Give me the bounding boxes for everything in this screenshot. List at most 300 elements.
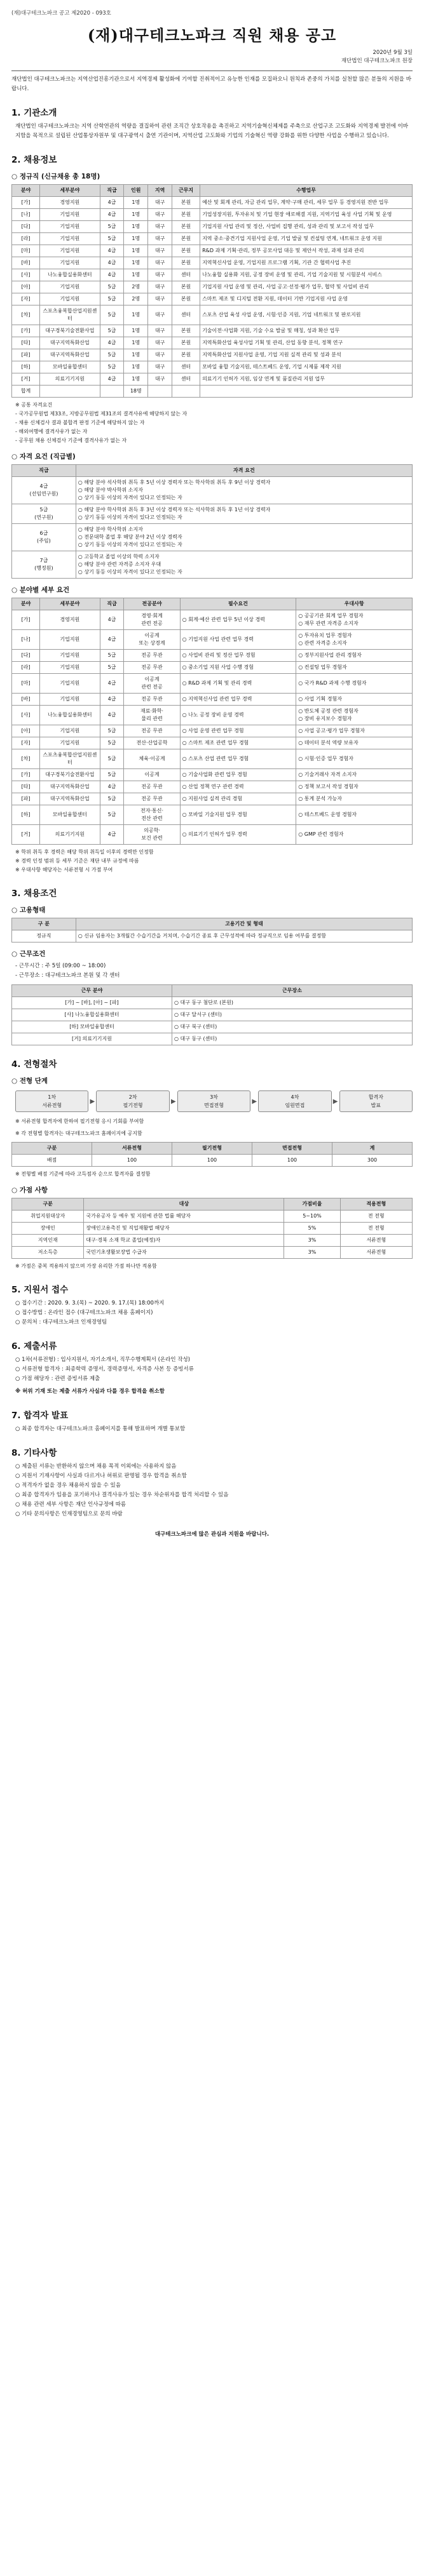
table-cell: 4급 [100, 694, 124, 706]
table-row [12, 630, 413, 650]
table-cell: 대구 [148, 361, 172, 373]
table-cell: 1명 [124, 361, 148, 373]
table-cell: 본원 [172, 233, 200, 245]
table-cell: 저소득층 [12, 1247, 84, 1259]
table-cell: 1명 [124, 269, 148, 281]
section-heading: 8. 기타사항 [11, 1448, 57, 1458]
section-heading: 2. 채용정보 [11, 155, 57, 165]
table-cell: ○ 해당 분야 학사학위 취득 후 3년 이상 경력자 또는 석사학위 취득 후 1년 이상 경력자 ○ 상기 동등 이상의 자격이 있다고 인정되는 자 [76, 504, 412, 524]
table-cell: 스포츠 산업 육성 사업 운영, 시험·인증 지원, 기업 네트워크 및 판로지원 [200, 305, 413, 325]
table-row [12, 1155, 413, 1167]
table-cell: 기업지원 [40, 233, 100, 245]
table-cell: 18명 [124, 386, 148, 398]
closing-text: 대구테크노파크에 많은 관심과 지원을 바랍니다. [154, 1531, 270, 1538]
table-row [12, 1223, 413, 1235]
table-cell: ○ 의료기기 인허가 업무 경력 [180, 825, 296, 845]
table-row [12, 805, 413, 825]
table-cell: 4급 [100, 630, 124, 650]
table-cell: ○ 중소기업 지원 사업 수행 경험 [180, 662, 296, 674]
table-row [12, 706, 413, 725]
table-cell: 4급 [100, 337, 124, 349]
table-cell: 1명 [124, 221, 148, 233]
table-cell: 이공계 또는 상경계 [124, 630, 180, 650]
table-cell: [나] [12, 630, 40, 650]
table-cell: 5급 [100, 749, 124, 769]
table-cell: 전 전형 [340, 1211, 412, 1223]
table-cell: 본원 [172, 337, 200, 349]
table-cell: 지역특화산업 육성사업 기획 및 관리, 산업 동향 분석, 정책 연구 [200, 337, 413, 349]
table-header-cell: 필수요건 [180, 598, 296, 610]
section-heading: 6. 제출서류 [11, 1341, 57, 1352]
table-cell: 전산·산업공학 [124, 737, 180, 749]
table-cell: 대구 [148, 221, 172, 233]
table-cell: 4급 [100, 197, 124, 209]
table-header-cell: 필기전형 [172, 1143, 252, 1155]
table-cell: 대구 [148, 373, 172, 386]
table-cell: 대구경북기술전환사업 [40, 325, 100, 337]
table-cell: 대구 [148, 197, 172, 209]
table-cell: 본원 [172, 325, 200, 337]
table-cell: [카] [12, 325, 40, 337]
table-cell: [다] [12, 221, 40, 233]
table-cell: 5급 [100, 737, 124, 749]
table-cell: ○ GMP 관련 경험자 [296, 825, 413, 845]
table-cell: 100 [172, 1155, 252, 1167]
table-row [12, 930, 413, 943]
table-cell [172, 386, 200, 398]
table-row [12, 361, 413, 373]
table-row [12, 233, 413, 245]
table-cell: 의료기기지원 [40, 373, 100, 386]
subsection-heading: ○ 근무조건 [11, 950, 46, 958]
table-cell: 기업지원 [40, 725, 100, 737]
table-cell: 의료기기 인허가 지원, 임상 연계 및 품질관리 지원 업무 [200, 373, 413, 386]
table-cell: ○ 사업 운영 관련 업무 경험 [180, 725, 296, 737]
table-header-cell: 직급 [12, 465, 76, 477]
table-cell: 전공 무관 [124, 694, 180, 706]
table-cell: 지역인재 [12, 1235, 84, 1247]
table-cell: ○ 대구 달서구 (센터) [172, 1009, 413, 1021]
score-note: ※ 전형별 배점 기준에 따라 고득점자 순으로 합격자를 결정함 [15, 1171, 151, 1177]
table-row [12, 1247, 413, 1259]
table-cell: [카] [12, 769, 40, 781]
table-row [12, 749, 413, 769]
table-cell: [가] [12, 610, 40, 630]
table-cell: 4급 [100, 706, 124, 725]
table-header-cell: 가점비율 [284, 1198, 340, 1211]
selection-step: 2차 필기전형 [96, 1090, 169, 1112]
table-cell: 5급 [100, 361, 124, 373]
section-heading: 5. 지원서 접수 [11, 1285, 69, 1295]
table-cell: 1명 [124, 325, 148, 337]
table-cell: ○ 테스트베드 운영 경험자 [296, 805, 413, 825]
table-cell: 기업지원 [40, 662, 100, 674]
table-cell: [자] [12, 293, 40, 305]
bonus-table [11, 1198, 413, 1259]
table-cell: 스포츠융복합산업지원센터 [40, 305, 100, 325]
table-cell: 장애인 [12, 1223, 84, 1235]
table-row [12, 209, 413, 221]
table-cell: 4급 [100, 257, 124, 269]
table-row [12, 674, 413, 694]
table-cell: [바] [12, 257, 40, 269]
subsection-heading: ○ 전형 단계 [11, 1077, 48, 1085]
page-title: (재)대구테크노파크 직원 채용 공고 [87, 26, 337, 44]
employment-type-table [11, 918, 413, 943]
table-row [12, 997, 413, 1009]
table-cell: ○ 나노 공정 장비 운영 경력 [180, 706, 296, 725]
table-cell: 대구지역특화산업 [40, 349, 100, 361]
table-header-cell: 분야 [12, 598, 40, 610]
section-heading: 3. 채용조건 [11, 889, 57, 899]
table-cell: 기업지원 [40, 257, 100, 269]
table-row [12, 725, 413, 737]
table-cell: 5급 [100, 233, 124, 245]
table-row [12, 1033, 413, 1045]
table-row [12, 386, 413, 398]
table-cell: [거] [12, 825, 40, 845]
table-cell: 대구지역특화산업 [40, 337, 100, 349]
table-cell: 기업지원 [40, 650, 100, 662]
table-cell: 본원 [172, 281, 200, 293]
table-cell: [다] [12, 650, 40, 662]
table-cell: 모바일융합센터 [40, 361, 100, 373]
table-cell: 300 [332, 1155, 413, 1167]
table-cell: [하] [12, 361, 40, 373]
table-cell: ○ 지원사업 실적 관리 경험 [180, 793, 296, 805]
section-heading: 7. 합격자 발표 [11, 1411, 69, 1421]
table-cell: ○ 투자유치 업무 경험자 ○ 관련 자격증 소지자 [296, 630, 413, 650]
subsection-heading: ○ 정규직 (신규채용 총 18명) [11, 173, 100, 180]
table-cell: 의공학· 보건 관련 [124, 825, 180, 845]
table-cell: 스마트 제조 및 디지털 전환 지원, 데이터 기반 기업지원 사업 운영 [200, 293, 413, 305]
table-header-cell: 세부분야 [40, 185, 100, 197]
table-cell: 예산 및 회계 관리, 자금 관리 업무, 계약·구매 관리, 세무 업무 등 경영지원 전반 업무 [200, 197, 413, 209]
table-cell: ○ 스포츠 산업 관련 업무 경험 [180, 749, 296, 769]
table-cell: 6급 (주임) [12, 524, 76, 551]
table-cell: 1명 [124, 305, 148, 325]
table-cell: 본원 [172, 257, 200, 269]
table-cell: 취업지원대상자 [12, 1211, 84, 1223]
table-row [12, 325, 413, 337]
table-cell: 대구지역특화산업 [40, 781, 100, 793]
table-cell: 4급 (선임연구원) [12, 477, 76, 504]
table-cell: [바] [12, 694, 40, 706]
subsection-heading: ○ 가점 사항 [11, 1186, 48, 1194]
table-cell: ○ 스마트 제조 관련 업무 경험 [180, 737, 296, 749]
table-cell: 이공계 관련 전공 [124, 674, 180, 694]
table-cell: 대구 [148, 281, 172, 293]
table-cell: 5급 [100, 805, 124, 825]
table-cell: 4급 [100, 610, 124, 630]
table-cell: 1명 [124, 209, 148, 221]
table-header-cell: 지역 [148, 185, 172, 197]
table-cell: 서류전형 [340, 1247, 412, 1259]
table-cell: 5~10% [284, 1211, 340, 1223]
table-header-cell: 구 분 [12, 918, 76, 930]
table-cell: [마] [12, 245, 40, 257]
table-cell: 센터 [172, 269, 200, 281]
table-cell: 기업지원 [40, 281, 100, 293]
table-cell: 센터 [172, 361, 200, 373]
table-cell: 본원 [172, 221, 200, 233]
table-cell: 5급 [100, 662, 124, 674]
table-cell: 기업지원 [40, 674, 100, 694]
table-cell: 나노융합실용화센터 [40, 706, 100, 725]
table-header-cell: 면접전형 [252, 1143, 332, 1155]
table-row [12, 257, 413, 269]
table-cell: ○ 컨설팅 업무 경험자 [296, 662, 413, 674]
table-cell: 국민기초생활보장법 수급자 [84, 1247, 284, 1259]
table-cell: 5급 [100, 221, 124, 233]
table-cell: 5급 (연구원) [12, 504, 76, 524]
table-cell: [하] [12, 805, 40, 825]
table-cell: ○ 공공기관 회계 업무 경험자 ○ 재무 관련 자격증 소지자 [296, 610, 413, 630]
table-cell: 7급 (행정원) [12, 551, 76, 579]
table-cell: 5급 [100, 293, 124, 305]
table-cell: 기업지원 [40, 630, 100, 650]
table-cell: ○ 통계 분석 가능자 [296, 793, 413, 805]
table-cell: ○ 정책 보고서 작성 경험자 [296, 781, 413, 793]
table-cell: ○ 모바일 기술지원 업무 경험 [180, 805, 296, 825]
table-cell: 대구 [148, 349, 172, 361]
notice-number: (재)대구테크노파크 공고 제2020 - 093호 [11, 10, 111, 17]
work-place-table [11, 984, 413, 1045]
positions-table [11, 184, 413, 398]
table-cell: 기업성장지원, 투자유치 및 기업 현장 애로해결 지원, 지역기업 육성 사업 기획 및 운영 [200, 209, 413, 221]
table-cell: 대구 [148, 305, 172, 325]
table-cell: ○ 국가 R&D 과제 수행 경험자 [296, 674, 413, 694]
table-cell: 4급 [100, 245, 124, 257]
score-table [11, 1142, 413, 1167]
table-cell: [차] [12, 749, 40, 769]
table-cell: 대구경북기술전환사업 [40, 769, 100, 781]
table-cell: 정규직 [12, 930, 76, 943]
table-cell: 3% [284, 1235, 340, 1247]
table-cell: 전자·통신· 전산 관련 [124, 805, 180, 825]
documents-text: ○ 1차(서류전형) : 입사지원서, 자기소개서, 직무수행계획서 (온라인 작성) ○ 서류전형 합격자 : 최종학력 증명서, 경력증명서, 자격증 사본 등 증빙서류 ○ 가점 해당자 : 관련 증빙서류 제출 [15, 1357, 194, 1382]
table-cell: 재료·화학· 물리 관련 [124, 706, 180, 725]
table-cell: [아] [12, 725, 40, 737]
table-cell: ○ 대구 동구 (센터) [172, 1033, 413, 1045]
table-cell: [가] [12, 197, 40, 209]
table-cell: [파] [12, 793, 40, 805]
table-cell: 본원 [172, 245, 200, 257]
table-header-cell: 자격 요건 [76, 465, 412, 477]
table-row [12, 551, 413, 579]
selection-note: ※ 서류전형 합격자에 한하여 필기전형 응시 기회를 부여함 [15, 1118, 144, 1124]
table-cell: 5급 [100, 793, 124, 805]
table-cell: ○ 산업 정책 연구 관련 경력 [180, 781, 296, 793]
misc-text: ○ 제출된 서류는 반환하지 않으며 채용 목적 이외에는 사용하지 않음 ○ 지원서 기재사항이 사실과 다르거나 허위로 판명될 경우 합격을 취소함 ○ 적격자가 없을 경우 채용하지 않을 수 있음 ○ 최종 합격자가 임용을 포기하거나 결격사유가 있는 경우 차순위자를 합격 처리할 수 있음 ○ 채용 관련 세부 사항은 재단 인사규정에 따름 ○ 기타 문의사항은 인재경영팀으로 문의 바람 [15, 1463, 229, 1517]
table-cell: 대구 [148, 257, 172, 269]
table-cell: ○ 정부지원사업 관리 경험자 [296, 650, 413, 662]
table-header-cell: 구분 [12, 1143, 92, 1155]
notice-org: 재단법인 대구테크노파크 원장 [341, 58, 413, 64]
table-cell: [거] 의료기기지원 [12, 1033, 172, 1045]
table-cell: ○ R&D 과제 기획 및 관리 경력 [180, 674, 296, 694]
table-header-cell: 근무장소 [172, 985, 413, 997]
table-cell: 대구 [148, 325, 172, 337]
table-cell: 서류전형 [340, 1235, 412, 1247]
qualification-table [11, 464, 413, 579]
table-cell: ○ 해당 분야 학사학위 소지자 ○ 전문대학 졸업 후 해당 분야 2년 이상 경력자 ○ 상기 동등 이상의 자격이 있다고 인정되는 자 [76, 524, 412, 551]
table-cell: 기업지원 [40, 293, 100, 305]
table-row [12, 269, 413, 281]
table-row [12, 781, 413, 793]
subsection-heading: ○ 자격 요건 (직급별) [11, 453, 76, 460]
selection-step: 3차 면접전형 [177, 1090, 250, 1112]
table-row [12, 221, 413, 233]
arrow-right-icon: ▶ [170, 1097, 176, 1105]
table-cell: 지역특화산업 지원사업 운영, 기업 지원 실적 관리 및 성과 분석 [200, 349, 413, 361]
table-cell [40, 386, 100, 398]
selection-step: 4차 임원면접 [258, 1090, 331, 1112]
table-header-cell: 고용기간 및 형태 [76, 918, 412, 930]
table-header-cell: 직급 [100, 185, 124, 197]
table-row [12, 524, 413, 551]
table-cell: 1명 [124, 337, 148, 349]
table-cell: 기업지원 [40, 737, 100, 749]
table-cell: 2명 [124, 281, 148, 293]
section-text: 재단법인 대구테크노파크는 지역 산학연관의 역량을 결집하여 관련 조직간 상호작용을 촉진하고 지역기술혁신체제를 주축으로 산업구조 고도화와 지역경제 발전에 이바지함을 목적으로 설립된 산업통상자원부 및 대구광역시 출연 기관이며, 지역산업 고도화와 기업의 기술혁신 역량 강화를 위한 다양한 사업을 수행하고 있습니다. [15, 123, 409, 139]
table-cell: 3% [284, 1247, 340, 1259]
arrow-right-icon: ▶ [332, 1097, 338, 1105]
table-cell: 4급 [100, 269, 124, 281]
positions-notes: ※ 공통 자격요건 - 국가공무원법 제33조, 지방공무원법 제31조의 결격사유에 해당하지 않는 자 - 채용 신체검사 결과 불합격 판정 기준에 해당하지 않는 자 - 해외여행에 결격사유가 없는 자 - 공무원 채용 신체검사 기준에 결격사유가 없는 자 [15, 402, 188, 443]
table-cell: 5급 [100, 725, 124, 737]
table-row [12, 737, 413, 749]
table-cell: [하] 모바일융합센터 [12, 1021, 172, 1033]
table-cell: 센터 [172, 373, 200, 386]
table-cell: 5급 [100, 349, 124, 361]
table-cell: 대구 [148, 233, 172, 245]
detail-notes: ※ 학위 취득 후 경력은 해당 학위 취득일 이후의 경력만 인정함 ※ 경력 인정 범위 등 세부 기준은 재단 내부 규정에 따름 ※ 우대사항 해당자는 서류전형 시 가점 부여 [15, 849, 154, 873]
table-cell: 1명 [124, 197, 148, 209]
table-cell: ○ 고등학교 졸업 이상의 학력 소지자 ○ 해당 분야 관련 자격증 소지자 우대 ○ 상기 동등 이상의 자격이 있다고 인정되는 자 [76, 551, 412, 579]
table-cell: ○ 데이터 분석 역량 보유자 [296, 737, 413, 749]
table-cell: ○ 신규 임용자는 3개월간 수습기간을 거치며, 수습기간 종료 후 근무성적에 따라 정규직으로 임용 여부를 결정함 [76, 930, 412, 943]
table-cell: 5급 [100, 769, 124, 781]
table-cell: [가] ~ [바], [아] ~ [파] [12, 997, 172, 1009]
table-cell: 전공 무관 [124, 650, 180, 662]
table-cell: ○ 기업지원 사업 관련 업무 경력 [180, 630, 296, 650]
announcement-text: ○ 최종 합격자는 대구테크노파크 홈페이지를 통해 발표하며 개별 통보함 [15, 1426, 186, 1432]
table-header-cell: 우대사항 [296, 598, 413, 610]
table-cell: [사] 나노융합실용화센터 [12, 1009, 172, 1021]
table-cell: 전공 무관 [124, 725, 180, 737]
table-row [12, 245, 413, 257]
table-cell [200, 386, 413, 398]
table-cell: ○ 해당 분야 석사학위 취득 후 5년 이상 경력자 또는 학사학위 취득 후 9년 이상 경력자 ○ 해당 분야 박사학위 소지자 ○ 상기 동등 이상의 자격이 있다고 인정되는 자 [76, 477, 412, 504]
documents-highlight: ※ 허위 기재 또는 제출 서류가 사실과 다를 경우 합격을 취소함 [15, 1388, 165, 1395]
application-text: ○ 접수기간 : 2020. 9. 3.(목) ~ 2020. 9. 17.(목) 18:00까지 ○ 접수방법 : 온라인 접수 (대구테크노파크 채용 홈페이지) ○ 문의처 : 대구테크노파크 인재경영팀 [15, 1300, 165, 1325]
table-row [12, 349, 413, 361]
selection-step: 1차 서류전형 [15, 1090, 88, 1112]
section-heading: 1. 기관소개 [11, 108, 57, 118]
table-cell: [차] [12, 305, 40, 325]
table-row [12, 373, 413, 386]
table-cell: 기업지원 사업 운영 및 관리, 사업 공고·선정·평가 업무, 협약 및 사업비 관리 [200, 281, 413, 293]
table-cell: [사] [12, 269, 40, 281]
table-cell: 이공계 [124, 769, 180, 781]
arrow-right-icon: ▶ [90, 1097, 95, 1105]
table-cell: 5급 [100, 281, 124, 293]
table-header-cell: 세부분야 [40, 598, 100, 610]
subsection-heading: ○ 고용형태 [11, 906, 46, 914]
table-header-cell: 계 [332, 1143, 413, 1155]
table-cell: 4급 [100, 781, 124, 793]
table-row [12, 650, 413, 662]
table-cell: 기업지원 [40, 221, 100, 233]
table-row [12, 305, 413, 325]
table-cell: 100 [252, 1155, 332, 1167]
table-cell: 본원 [172, 197, 200, 209]
table-cell: 대구 [148, 269, 172, 281]
table-cell: 대구 [148, 293, 172, 305]
table-cell [100, 386, 124, 398]
table-cell: 대구 [148, 209, 172, 221]
work-conditions: - 근무시간 : 주 5일 (09:00 ~ 18:00) - 근무장소 : 대구테크노파크 본원 및 각 센터 [15, 963, 120, 979]
table-cell: 의료기기지원 [40, 825, 100, 845]
table-cell: 센터 [172, 305, 200, 325]
table-cell: ○ 시험·인증 업무 경험자 [296, 749, 413, 769]
table-cell: 경영지원 [40, 610, 100, 630]
table-cell: [마] [12, 674, 40, 694]
table-cell: 기술이전·사업화 지원, 기술 수요 발굴 및 매칭, 성과 확산 업무 [200, 325, 413, 337]
table-cell: 장애인고용촉진 및 직업재활법 해당자 [84, 1223, 284, 1235]
table-cell: 전공 무관 [124, 793, 180, 805]
table-header-cell: 구분 [12, 1198, 84, 1211]
table-cell: 대구 [148, 245, 172, 257]
table-row [12, 337, 413, 349]
table-row [12, 610, 413, 630]
table-cell: 5급 [100, 325, 124, 337]
table-row [12, 793, 413, 805]
table-cell: 나노융합실용화센터 [40, 269, 100, 281]
table-cell: 1명 [124, 257, 148, 269]
table-row [12, 1021, 413, 1033]
intro-text: 재단법인 대구테크노파크는 지역산업진흥기관으로서 지역경제 활성화에 기여할 진취적이고 유능한 인재를 모집하오니 원칙과 존중의 가치를 실천할 많은 분들의 지원을 바랍니다. [11, 70, 413, 94]
table-row [12, 281, 413, 293]
table-cell: [아] [12, 281, 40, 293]
table-header-cell: 인원 [124, 185, 148, 197]
table-row [12, 662, 413, 674]
table-cell: ○ 기술거래사 자격 소지자 [296, 769, 413, 781]
table-cell: [타] [12, 337, 40, 349]
table-cell: [라] [12, 662, 40, 674]
table-cell: 체육·이공계 [124, 749, 180, 769]
table-cell: 합계 [12, 386, 40, 398]
arrow-right-icon: ▶ [252, 1097, 257, 1105]
table-cell: 대구지역특화산업 [40, 793, 100, 805]
table-cell: ○ 사업 공고·평가 업무 경험자 [296, 725, 413, 737]
table-cell: 지역 중소·중견기업 지원사업 운영, 기업 발굴 및 컨설팅 연계, 네트워크 운영 지원 [200, 233, 413, 245]
table-cell: 1명 [124, 373, 148, 386]
table-cell: [타] [12, 781, 40, 793]
table-cell: 본원 [172, 293, 200, 305]
notice-date: 2020년 9월 3일 [373, 50, 413, 56]
table-row [12, 477, 413, 504]
table-cell: 4급 [100, 825, 124, 845]
table-cell: ○ 사업 기획 경험자 [296, 694, 413, 706]
table-cell: 지역혁신사업 운영, 기업지원 프로그램 기획, 기관 간 협력사업 추진 [200, 257, 413, 269]
table-header-cell: 전공분야 [124, 598, 180, 610]
table-cell: 대구·경북 소재 학교 졸업(예정)자 [84, 1235, 284, 1247]
table-cell: 1명 [124, 245, 148, 257]
table-cell: 경영지원 [40, 197, 100, 209]
table-header-cell: 분야 [12, 185, 40, 197]
